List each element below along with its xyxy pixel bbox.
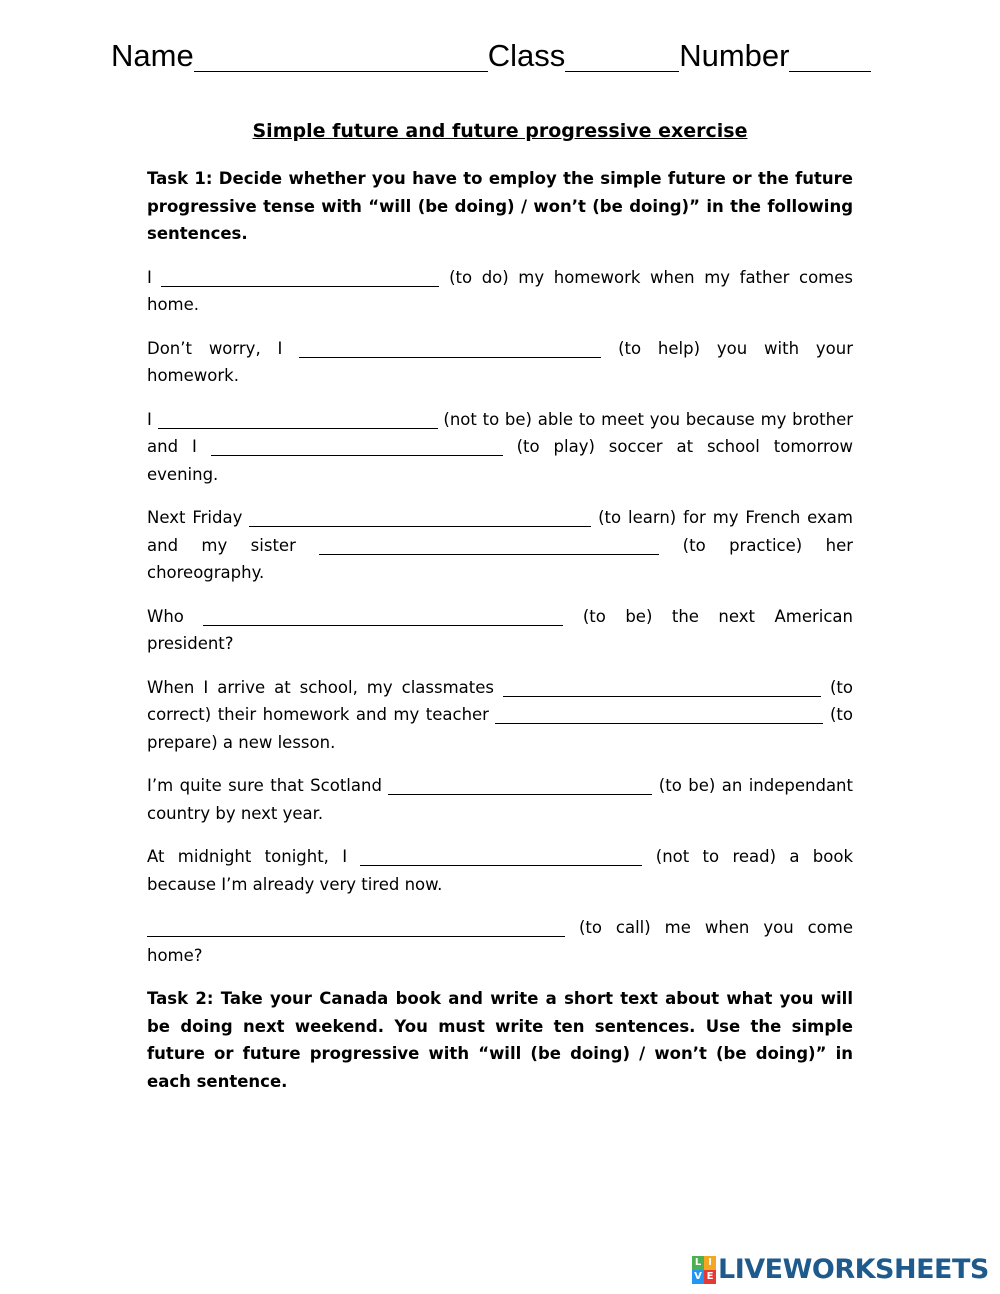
answer-blank[interactable]: [299, 339, 601, 358]
exercise-text: (to correct) their homework and my teacher: [147, 677, 854, 724]
answer-blank[interactable]: [495, 705, 823, 724]
badge-letter-e: E: [704, 1270, 716, 1284]
page-title: Simple future and future progressive exercise: [252, 120, 748, 142]
exercise-2: [147, 335, 853, 390]
brand-name: LIVEWORKSHEETS: [718, 1254, 989, 1285]
answer-blank[interactable]: [203, 607, 563, 626]
exercise-3: [147, 406, 853, 489]
liveworksheets-logo: [692, 1254, 989, 1285]
exercise-4: [147, 504, 853, 587]
exercise-1: [147, 264, 853, 319]
number-blank[interactable]: [789, 45, 871, 72]
worksheet-body: [147, 165, 853, 1111]
exercise-text: (to be) the next American president?: [147, 606, 853, 653]
task1-instructions: Task 1: Decide whether you have to employ the simple future or the future progressive tense with “will (be doing) / won’t (be doing)” in the following sentences.: [147, 169, 853, 243]
answer-blank[interactable]: [147, 918, 565, 937]
exercise-text: (to learn) for my French exam and my sister: [147, 508, 853, 555]
answer-blank[interactable]: [158, 410, 438, 429]
answer-blank[interactable]: [388, 776, 652, 795]
answer-blank[interactable]: [249, 508, 591, 527]
answer-blank[interactable]: [503, 678, 821, 697]
exercise-text: (to play) soccer at school tomorrow evening.: [147, 437, 853, 484]
exercise-text: I: [147, 409, 152, 429]
exercise-text: Next Friday: [147, 508, 243, 527]
exercise-text: Don’t worry, I: [147, 338, 283, 358]
badge-letter-v: V: [692, 1270, 704, 1284]
exercise-text: (to prepare) a new lesson.: [147, 705, 854, 752]
exercise-text: (not to read) a book because I’m already very tired now.: [147, 847, 854, 894]
exercise-text: (to do) my homework when my father comes home.: [147, 267, 854, 314]
answer-blank[interactable]: [360, 847, 642, 866]
class-label: Class: [487, 38, 566, 73]
name-label: Name: [111, 38, 194, 73]
number-label: Number: [679, 38, 790, 73]
exercise-text: Who: [147, 606, 184, 626]
exercise-8: [147, 843, 853, 898]
exercise-text: (to call) me when you come home?: [147, 918, 853, 965]
task2-instructions: Task 2: Take your Canada book and write a short text about what you will be doing next weekend. You must write ten sentences. Use the simple future or future progressive with “will (be doing) / won’t (be doing)” in each sentence.: [147, 989, 853, 1091]
exercise-5: [147, 603, 853, 658]
exercise-text: At midnight tonight, I: [147, 847, 348, 866]
answer-blank[interactable]: [319, 536, 659, 555]
exercise-7: [147, 772, 853, 827]
live-badge-icon: [692, 1256, 716, 1284]
exercise-text: (to be) an independant country by next year.: [147, 776, 853, 823]
exercise-6: [147, 674, 853, 757]
exercise-text: (to practice) her choreography.: [147, 535, 854, 582]
exercise-text: When I arrive at school, my classmates: [147, 677, 494, 697]
answer-blank[interactable]: [211, 437, 503, 456]
exercise-text: (not to be) able to meet you because my brother and I: [147, 409, 854, 456]
answer-blank[interactable]: [161, 268, 439, 287]
exercise-text: (to help) you with your homework.: [147, 338, 853, 385]
exercise-text: I: [147, 267, 152, 287]
class-blank[interactable]: [565, 45, 679, 72]
exercise-text: I’m quite sure that Scotland: [147, 776, 382, 795]
name-blank[interactable]: [194, 45, 488, 72]
exercise-9: [147, 914, 853, 969]
badge-letter-i: I: [704, 1256, 716, 1270]
badge-letter-l: L: [692, 1256, 704, 1270]
student-info-header: [111, 38, 871, 74]
